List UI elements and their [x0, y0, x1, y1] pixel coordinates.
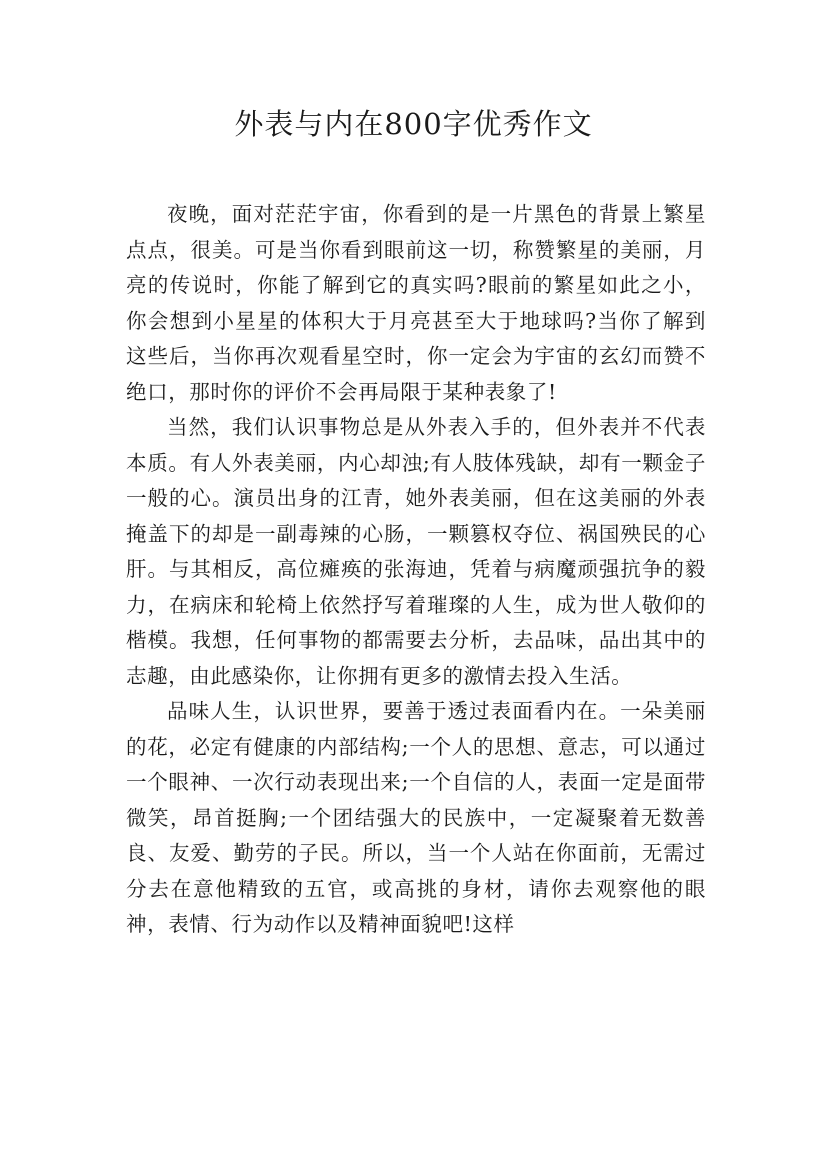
document-body [126, 197, 706, 943]
paragraph-3: 品味人生，认识世界，要善于透过表面看内在。一朵美丽的花，必定有健康的内部结构;一个人的思想、意志，可以通过一个眼神、一次行动表现出来;一个自信的人，表面一定是面带微笑，昂首挺胸;一个团结强大的民族中，一定凝聚着无数善良、友爱、勤劳的子民。所以，当一个人站在你面前，无需过分去在意他精致的五官，或高挑的身材，请你去观察他的眼神，表情、行为动作以及精神面貌吧!这样 [126, 699, 706, 936]
paragraph-1: 夜晚，面对茫茫宇宙，你看到的是一片黑色的背景上繁星点点，很美。可是当你看到眼前这一切，称赞繁星的美丽，月亮的传说时，你能了解到它的真实吗?眼前的繁星如此之小，你会想到小星星的体积大于月亮甚至大于地球吗?当你了解到这些后，当你再次观看星空时，你一定会为宇宙的玄幻而赞不绝口，那时你的评价不会再局限于某种表象了! [126, 202, 706, 404]
paragraph-2: 当然，我们认识事物总是从外表入手的，但外表并不代表本质。有人外表美丽，内心却浊;有人肢体残缺，却有一颗金子一般的心。演员出身的江青，她外表美丽，但在这美丽的外表掩盖下的却是一副毒辣的心肠，一颗篡权夺位、祸国殃民的心肝。与其相反，高位瘫痪的张海迪，凭着与病魔顽强抗争的毅力，在病床和轮椅上依然抒写着璀璨的人生，成为世人敬仰的楷模。我想，任何事物的都需要去分析，去品味，品出其中的志趣，由此感染你，让你拥有更多的激情去投入生活。 [126, 415, 706, 688]
document-title: 外表与内在800字优秀作文 [234, 107, 593, 141]
